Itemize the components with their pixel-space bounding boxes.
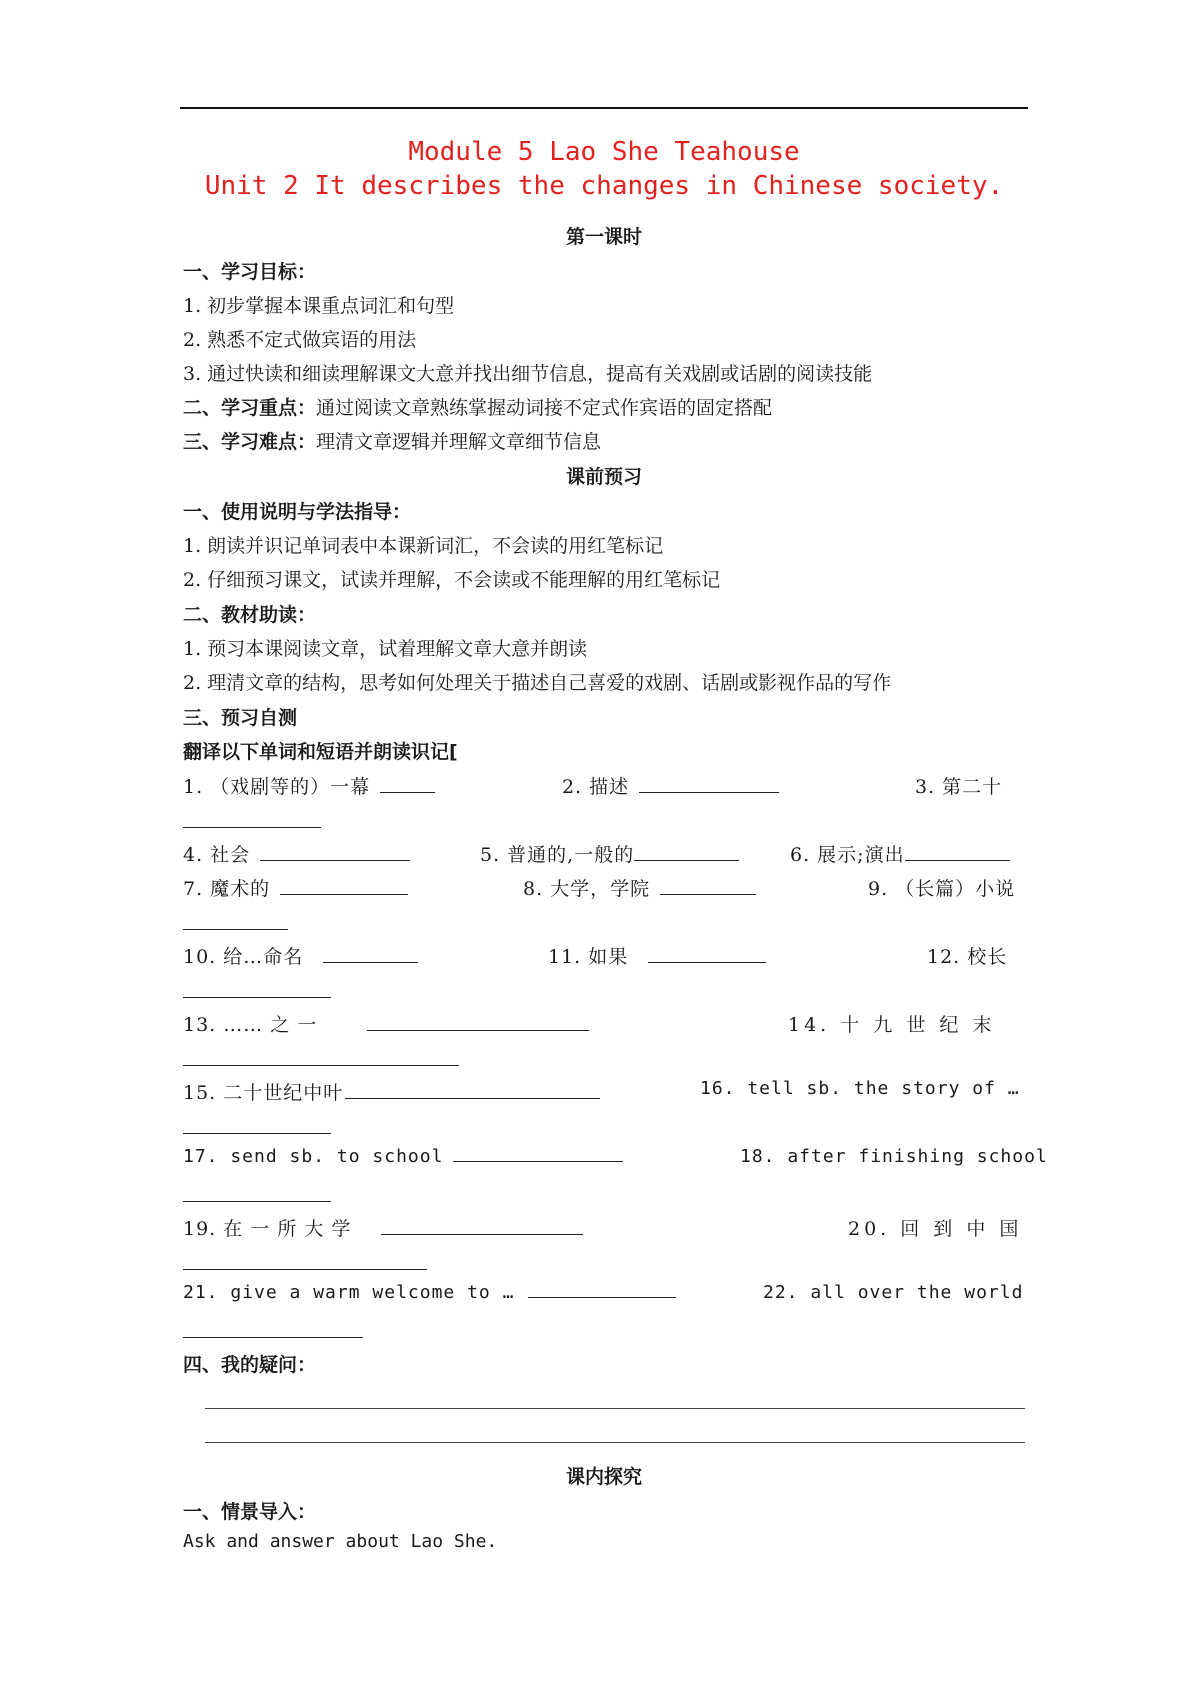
vocab-item bbox=[183, 1214, 583, 1241]
goal-item: 3. 通过快读和细读理解课文大意并找出细节信息，提高有关戏剧或话剧的阅读技能 bbox=[183, 363, 873, 385]
vocab-item bbox=[740, 1146, 1048, 1167]
guide-item: 2. 仔细预习课文，试读并理解，不会读或不能理解的用红笔标记 bbox=[183, 569, 721, 591]
answer-blank[interactable] bbox=[381, 1233, 583, 1235]
aid-item: 1. 预习本课阅读文章，试着理解文章大意并朗读 bbox=[183, 638, 588, 660]
vocab-text: 5. 普通的,一般的 bbox=[480, 844, 635, 866]
vocab-item bbox=[868, 874, 1015, 901]
vocab-text: 2. 描述 bbox=[562, 776, 630, 798]
vocab-text: 1. （戏剧等的）一幕 bbox=[183, 776, 371, 798]
difficult-point bbox=[183, 427, 601, 454]
explore-heading: 课内探究 bbox=[565, 1466, 642, 1488]
intro-heading: 一、情景导入： bbox=[183, 1501, 317, 1523]
goal-item: 1. 初步掌握本课重点词汇和句型 bbox=[183, 295, 455, 317]
answer-blank[interactable] bbox=[183, 1336, 363, 1338]
key-point-text: 通过阅读文章熟练掌握动词接不定式作宾语的固定搭配 bbox=[316, 397, 773, 419]
vocab-item bbox=[788, 1010, 995, 1037]
goal-item: 2. 熟悉不定式做宾语的用法 bbox=[183, 329, 417, 351]
questions-heading: 四、我的疑问： bbox=[183, 1354, 317, 1376]
preview-heading: 课前预习 bbox=[565, 466, 642, 488]
vocab-item bbox=[183, 1282, 676, 1303]
difficult-point-label: 三、学习难点： bbox=[183, 431, 317, 453]
answer-blank[interactable] bbox=[453, 1160, 623, 1162]
answer-blank[interactable] bbox=[183, 826, 321, 828]
answer-blank[interactable] bbox=[528, 1296, 676, 1298]
vocab-text: 9. （长篇）小说 bbox=[868, 878, 1016, 900]
answer-blank[interactable] bbox=[648, 961, 766, 963]
vocab-item bbox=[700, 1078, 1020, 1099]
guide-item: 1. 朗读并识记单词表中本课新词汇，不会读的用红笔标记 bbox=[183, 535, 664, 557]
vocab-text: 17. send sb. to school bbox=[183, 1146, 444, 1167]
vocab-text: 10. 给…命名 bbox=[183, 946, 304, 968]
answer-blank[interactable] bbox=[183, 928, 288, 930]
vocab-item bbox=[548, 942, 766, 969]
vocab-text: 3. 第二十 bbox=[915, 776, 1003, 798]
vocab-item bbox=[183, 1078, 600, 1105]
vocab-text: 13. …… 之 一 bbox=[183, 1014, 318, 1036]
header-rule bbox=[180, 107, 1028, 109]
vocab-item bbox=[183, 874, 408, 901]
answer-blank[interactable] bbox=[367, 1029, 589, 1031]
answer-blank[interactable] bbox=[280, 893, 408, 895]
answer-blank[interactable] bbox=[634, 859, 739, 861]
vocab-text: 22. all over the world bbox=[763, 1282, 1024, 1303]
translate-heading: 翻译以下单词和短语并朗读识记[ bbox=[183, 741, 458, 763]
vocab-item bbox=[763, 1282, 1023, 1303]
vocab-text: 21. give a warm welcome to … bbox=[183, 1282, 515, 1303]
answer-line[interactable] bbox=[205, 1408, 1025, 1409]
guide-heading: 一、使用说明与学法指导： bbox=[183, 501, 412, 523]
vocab-text: 12. 校长 bbox=[927, 946, 1008, 968]
vocab-text: 16. tell sb. the story of … bbox=[700, 1078, 1020, 1099]
answer-blank[interactable] bbox=[183, 996, 331, 998]
vocab-item bbox=[183, 942, 418, 969]
answer-blank[interactable] bbox=[380, 791, 435, 793]
answer-blank[interactable] bbox=[260, 859, 410, 861]
vocab-item bbox=[523, 874, 756, 901]
answer-blank[interactable] bbox=[345, 1097, 600, 1099]
vocab-text: 15. 二十世纪中叶 bbox=[183, 1082, 344, 1104]
unit-title: Unit 2 It describes the changes in Chinese society. bbox=[204, 171, 1004, 201]
vocab-text: 14. 十 九 世 纪 末 bbox=[788, 1014, 996, 1036]
vocab-item bbox=[915, 772, 1002, 799]
vocab-text: 7. 魔术的 bbox=[183, 878, 271, 900]
vocab-item bbox=[183, 772, 435, 799]
vocab-text: 19. 在 一 所 大 学 bbox=[183, 1218, 352, 1240]
key-point bbox=[183, 393, 772, 420]
vocab-text: 18. after finishing school bbox=[740, 1146, 1048, 1167]
answer-blank[interactable] bbox=[323, 961, 418, 963]
vocab-text: 11. 如果 bbox=[548, 946, 629, 968]
vocab-item bbox=[480, 840, 739, 867]
key-point-label: 二、学习重点： bbox=[183, 397, 317, 419]
aid-item: 2. 理清文章的结构，思考如何处理关于描述自己喜爱的戏剧、话剧或影视作品的写作 bbox=[183, 672, 892, 694]
vocab-item bbox=[562, 772, 779, 799]
answer-blank[interactable] bbox=[183, 1268, 427, 1270]
goals-heading: 一、学习目标： bbox=[183, 261, 317, 283]
answer-blank[interactable] bbox=[183, 1064, 459, 1066]
intro-text: Ask and answer about Lao She. bbox=[183, 1531, 498, 1552]
vocab-text: 20. 回 到 中 国 bbox=[848, 1218, 1023, 1240]
vocab-item bbox=[183, 1146, 623, 1167]
vocab-item bbox=[790, 840, 1010, 867]
vocab-text: 8. 大学，学院 bbox=[523, 878, 651, 900]
aid-heading: 二、教材助读： bbox=[183, 604, 317, 626]
answer-blank[interactable] bbox=[905, 859, 1010, 861]
self-test-heading: 三、预习自测 bbox=[183, 707, 298, 729]
answer-blank[interactable] bbox=[183, 1200, 331, 1202]
vocab-item bbox=[183, 1010, 589, 1037]
vocab-item bbox=[848, 1214, 1022, 1241]
answer-blank[interactable] bbox=[183, 1132, 331, 1134]
answer-line[interactable] bbox=[205, 1442, 1025, 1443]
lesson-label: 第一课时 bbox=[565, 226, 642, 248]
difficult-point-text: 理清文章逻辑并理解文章细节信息 bbox=[316, 431, 602, 453]
vocab-item bbox=[183, 840, 410, 867]
vocab-text: 4. 社会 bbox=[183, 844, 251, 866]
answer-blank[interactable] bbox=[639, 791, 779, 793]
module-title: Module 5 Lao She Teahouse bbox=[408, 137, 800, 167]
vocab-text: 6. 展示;演出 bbox=[790, 844, 905, 866]
vocab-item bbox=[927, 942, 1007, 969]
answer-blank[interactable] bbox=[660, 893, 756, 895]
